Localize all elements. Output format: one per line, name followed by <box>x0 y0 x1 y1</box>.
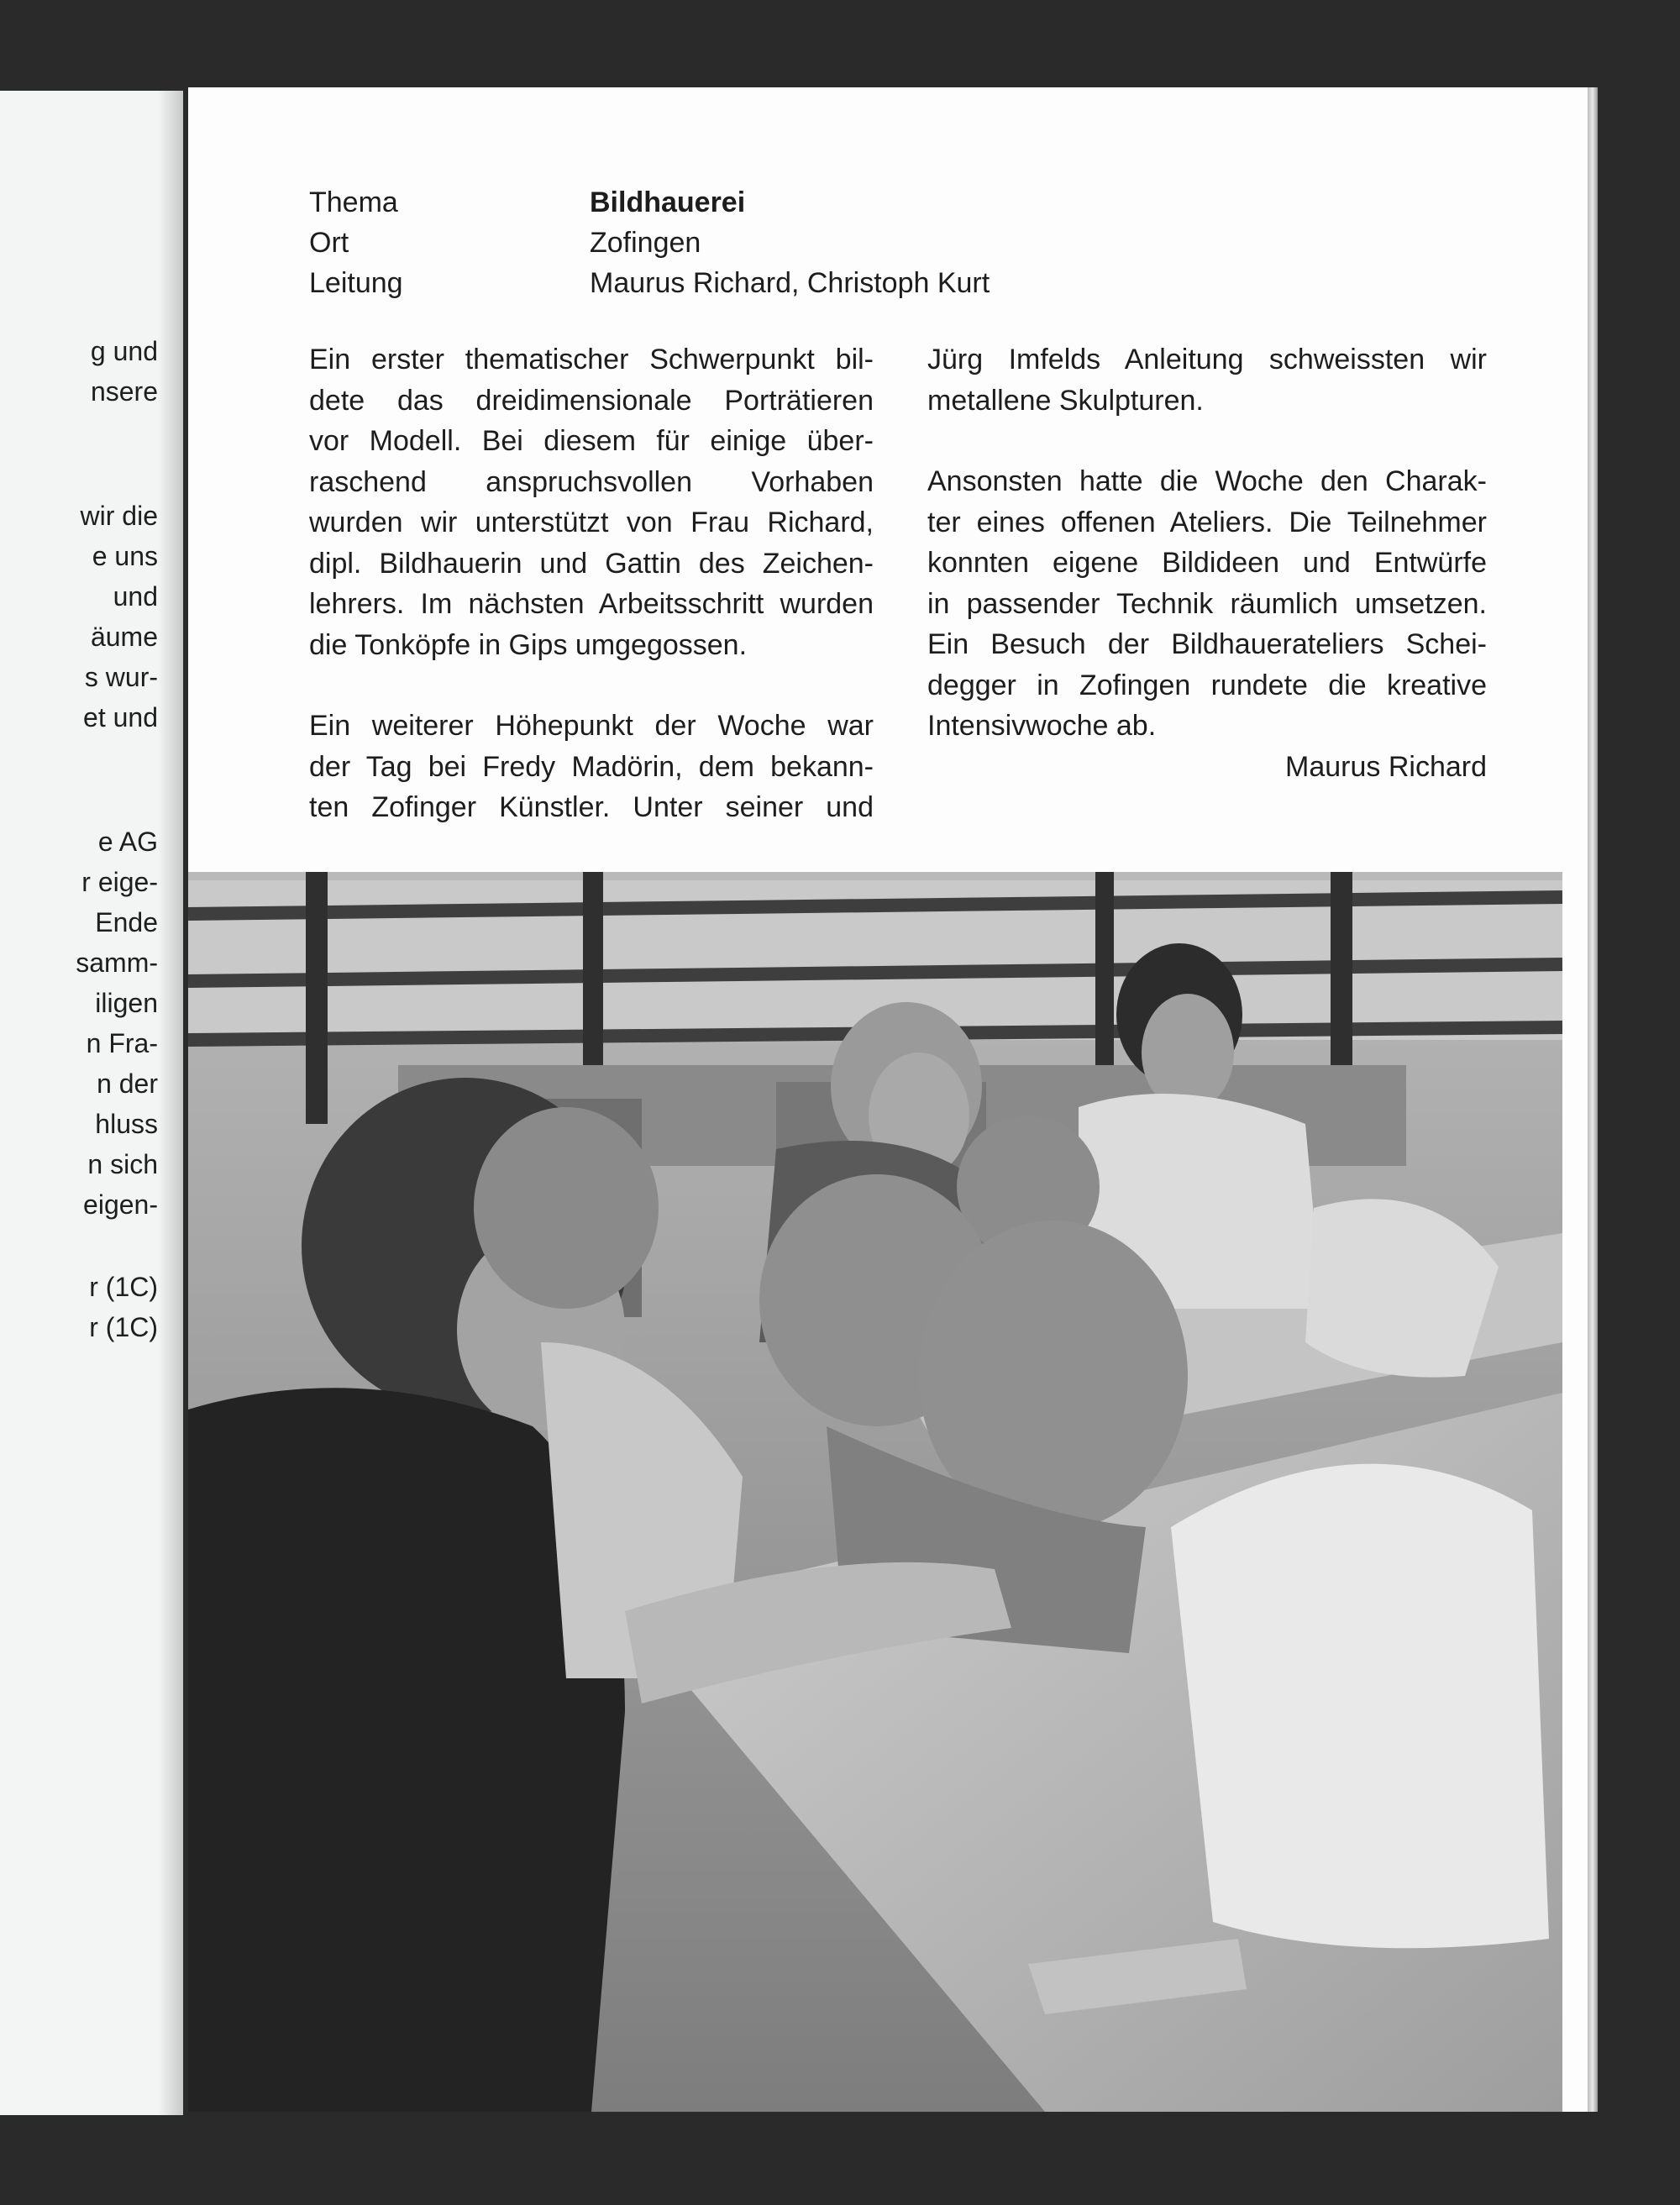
left-page-line: äume <box>90 622 158 652</box>
text-line: Intensivwoche ab. <box>927 710 1157 742</box>
text-line: raschend anspruchsvollen Vorhaben <box>309 465 874 498</box>
workshop-photo-illustration <box>188 872 1562 2112</box>
left-page-line: et und <box>83 702 158 732</box>
left-page-line: iligen <box>95 988 158 1018</box>
left-page-line: n Fra- <box>86 1028 158 1058</box>
text-line: Ein Besuch der Bildhauerateliers Schei- <box>927 628 1487 660</box>
text-line: Ansonsten hatte die Woche den Charak- <box>927 465 1487 497</box>
text-line: vor Modell. Bei diesem für einige über- <box>309 425 874 457</box>
ort-value: Zofingen <box>590 227 701 259</box>
page-gutter-shadow <box>158 91 183 2115</box>
page-edge <box>1588 87 1598 2112</box>
thema-label: Thema <box>309 186 398 218</box>
left-page-line: r eige- <box>81 867 158 897</box>
text-column-left <box>309 339 874 828</box>
leitung-value: Maurus Richard, Christoph Kurt <box>590 267 990 299</box>
text-line: dete das dreidimensionale Porträtieren <box>309 384 874 417</box>
text-line: lehrers. Im nächsten Arbeitsschritt wurden <box>309 588 874 620</box>
left-page-line: n sich <box>87 1149 158 1179</box>
text-line: ter eines offenen Ateliers. Die Teilnehmer <box>927 506 1487 538</box>
previous-page-edge <box>0 91 183 2115</box>
text-line: Jürg Imfelds Anleitung schweissten wir <box>927 344 1487 375</box>
left-page-line: und <box>113 581 158 612</box>
text-line: metallene Skulpturen. <box>927 384 1204 417</box>
left-page-line: r (1C) <box>89 1312 158 1342</box>
left-page-line: s wur- <box>84 662 158 692</box>
text-line: ten Zofinger Künstler. Unter seiner und <box>309 791 874 823</box>
text-line: Ein weiterer Höhepunkt der Woche war <box>309 710 874 742</box>
left-page-line: r (1C) <box>89 1272 158 1302</box>
document-page <box>188 87 1593 2112</box>
text-line: die Tonköpfe in Gips umgegossen. <box>309 628 748 661</box>
text-line: Ein erster thematischer Schwerpunkt bil- <box>309 344 874 375</box>
left-page-line: wir die <box>80 501 158 531</box>
text-line: degger in Zofingen rundete die kreative <box>927 669 1487 701</box>
left-page-line: hluss <box>95 1109 158 1139</box>
ort-label: Ort <box>309 227 349 259</box>
text-line: konnten eigene Bildideen und Entwürfe <box>927 547 1487 579</box>
left-page-line: e AG <box>97 827 158 857</box>
text-line: in passender Technik räumlich umsetzen. <box>927 587 1487 620</box>
thema-value: Bildhauerei <box>590 186 746 218</box>
left-page-line: samm- <box>76 948 158 978</box>
left-page-line: Ende <box>95 907 158 937</box>
author-signature: Maurus Richard <box>1285 750 1487 783</box>
text-line: der Tag bei Fredy Madörin, dem bekann- <box>309 750 874 783</box>
left-page-line: e uns <box>92 541 158 571</box>
text-line: wurden wir unterstützt von Frau Richard, <box>309 507 874 538</box>
workshop-photo <box>188 872 1562 2112</box>
text-column-right <box>927 339 1487 787</box>
left-page-line: n der <box>97 1068 158 1099</box>
left-page-line: nsere <box>90 376 158 407</box>
leitung-label: Leitung <box>309 267 403 299</box>
text-line: dipl. Bildhauerin und Gattin des Zeichen- <box>309 547 874 580</box>
left-page-line: g und <box>90 336 158 366</box>
left-page-line: eigen- <box>83 1189 158 1220</box>
